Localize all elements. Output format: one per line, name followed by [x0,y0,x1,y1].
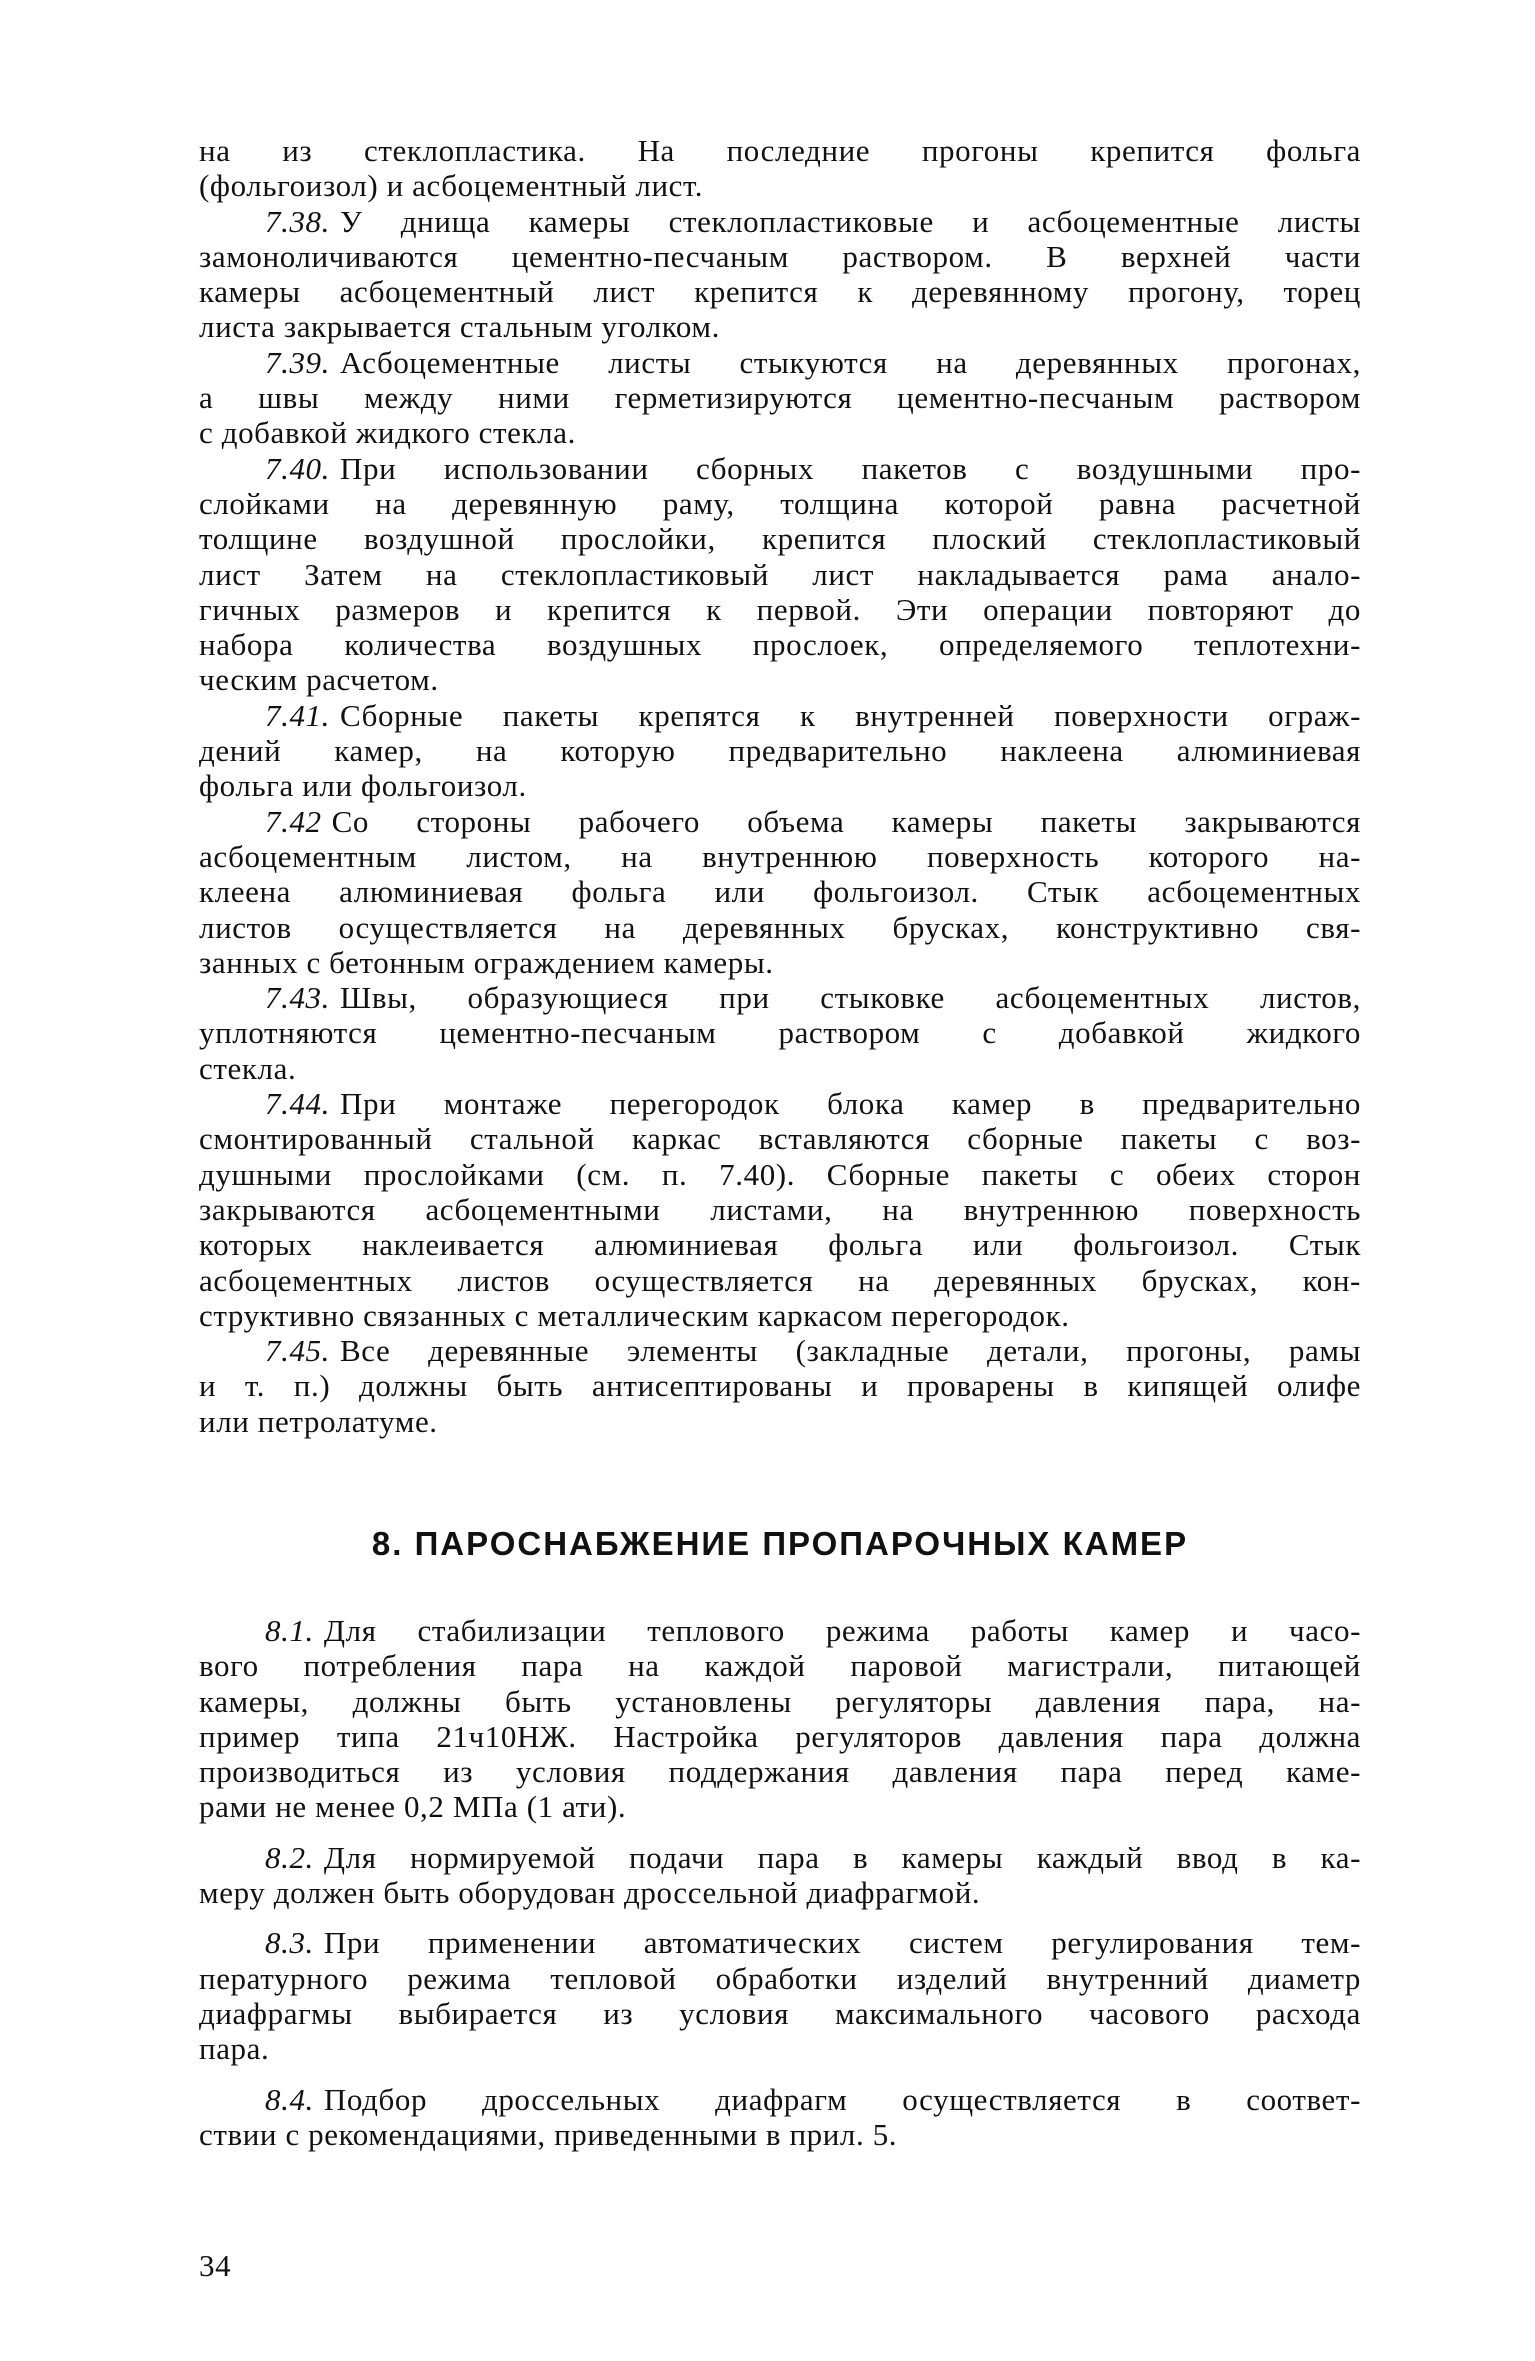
paragraph [199,1840,1361,1911]
line-text: асбоцементных листов осуществляется на деревянных брусках, кон- [199,1262,1361,1298]
text-line [199,239,1361,274]
line-text: замоноличиваются цементно-песчаным раствором. В верхней части [199,238,1361,274]
text-line [199,910,1361,945]
text-line [199,1015,1361,1050]
section-8-text [199,1613,1361,2167]
text-line [199,1684,1361,1719]
line-text: листов осуществляется на деревянных брусках, конструктивно свя- [199,909,1361,945]
line-text: дений камер, на которую предварительно наклеена алюминиевая [199,733,1361,769]
line-text: пример типа 21ч10НЖ. Настройка регуляторов давления пара должна [199,1718,1361,1754]
text-line [199,133,1361,168]
text-line [199,1875,1361,1910]
text-line [199,1333,1361,1368]
paragraph-number: 7.40. [265,450,330,486]
line-text: Швы, образующиеся при стыковке асбоцементных листов, [340,980,1361,1016]
text-line [199,945,1361,980]
line-text: а швы между ними герметизируются цементно-песчаным раствором [199,380,1361,416]
line-text: листа закрывается стальным уголком. [199,309,720,345]
line-text: асбоцементным листом, на внутреннюю поверхность которого на- [199,838,1361,874]
text-line [199,768,1361,803]
line-text: Для стабилизации теплового режима работы камер и часо- [323,1613,1361,1648]
text-line [199,804,1361,839]
line-text: слойками на деревянную раму, толщина которой равна расчетной [199,485,1361,521]
line-text: Сборные пакеты крепятся к внутренней поверхности ограж- [340,697,1361,733]
text-line [199,486,1361,521]
line-text: Асбоцементные листы стыкуются на деревянных прогонах, [340,344,1361,380]
text-line [199,168,1361,203]
line-text: стекла. [199,1050,297,1086]
section-8-heading: 8. ПАРОСНАБЖЕНИЕ ПРОПАРОЧНЫХ КАМЕР [371,1525,1189,1562]
line-text: ствии с рекомендациями, приведенными в прил. 5. [199,2116,898,2152]
text-line [199,345,1361,380]
line-text: При применении автоматических систем регулирования тем- [323,1925,1361,1961]
paragraph [199,133,1361,204]
paragraph [199,1086,1361,1333]
line-text: занных с бетонным ограждением камеры. [199,944,774,980]
paragraph-number: 7.44. [265,1086,330,1122]
text-line [199,1648,1361,1683]
text-line [199,274,1361,309]
line-text: набора количества воздушных прослоек, определяемого теплотехни- [199,627,1361,663]
paragraph-number: 7.38. [265,203,330,239]
line-text: которых наклеивается алюминиевая фольга или фольгоизол. Стык [199,1227,1361,1263]
line-text: камеры асбоцементный лист крепится к деревянному прогону, торец [199,274,1361,310]
text-line [199,1298,1361,1333]
text-line [199,1086,1361,1121]
line-text: При использовании сборных пакетов с воздушными про- [340,450,1361,486]
line-text: закрываются асбоцементными листами, на внутреннюю поверхность [199,1191,1361,1227]
text-line [199,1996,1361,2031]
line-text: камеры, должны быть установлены регуляторы давления пара, на- [199,1683,1361,1719]
line-text: уплотняются цементно-песчаным раствором с добавкой жидкого [199,1015,1361,1051]
line-text: душными прослойками (см. п. 7.40). Сборные пакеты с обеих сторон [199,1156,1361,1192]
paragraph-number: 7.43. [265,980,330,1016]
text-line [199,1227,1361,1262]
line-text: и т. п.) должны быть антисептированы и проварены в кипящей олифе [199,1368,1361,1404]
paragraph [199,1613,1361,1825]
paragraph [199,1925,1361,2066]
line-text: структивно связанных с металлическим каркасом перегородок. [199,1297,1070,1333]
text-line [199,698,1361,733]
text-line [199,662,1361,697]
text-line [199,415,1361,450]
line-text: Со стороны рабочего объема камеры пакеты закрываются [331,803,1361,839]
line-text: диафрагмы выбирается из условия максимального часового расхода [199,1995,1361,2031]
paragraph [199,698,1361,804]
text-line [199,2117,1361,2152]
paragraph-number: 7.42 [265,803,322,839]
line-text: При монтаже перегородок блока камер в предварительно [340,1086,1361,1122]
paragraph-number: 8.2. [265,1839,314,1875]
text-line [199,1840,1361,1875]
text-line [199,627,1361,662]
text-line [199,839,1361,874]
line-text: У днища камеры стеклопластиковые и асбоцементные листы [340,203,1361,239]
line-text: толщине воздушной прослойки, крепится плоский стеклопластиковый [199,521,1361,557]
text-line [199,1404,1361,1439]
text-line [199,2082,1361,2117]
text-line [199,557,1361,592]
text-line [199,1961,1361,1996]
text-line [199,1121,1361,1156]
text-line [199,874,1361,909]
text-line [199,309,1361,344]
paragraph [199,980,1361,1086]
line-text: с добавкой жидкого стекла. [199,415,576,451]
line-text: производиться из условия поддержания давления пара перед каме- [199,1754,1361,1790]
line-text: Все деревянные элементы (закладные детали, прогоны, рамы [340,1333,1361,1369]
line-text: пературного режима тепловой обработки изделий внутренний диаметр [199,1960,1361,1996]
text-line [199,733,1361,768]
text-line [199,1051,1361,1086]
paragraph [199,1333,1361,1439]
line-text: меру должен быть оборудован дроссельной диафрагмой. [199,1875,981,1911]
line-text: клеена алюминиевая фольга или фольгоизол. Стык асбоцементных [199,874,1361,910]
text-line [199,592,1361,627]
text-line [199,1157,1361,1192]
text-line [199,204,1361,239]
text-line [199,1789,1361,1824]
paragraph-number: 8.1. [265,1613,314,1648]
paragraph-number: 7.39. [265,344,330,380]
line-text: смонтированный стальной каркас вставляются сборные пакеты с воз- [199,1121,1361,1157]
text-line [199,1192,1361,1227]
text-line [199,980,1361,1015]
line-text: вого потребления пара на каждой паровой магистрали, питающей [199,1648,1361,1684]
paragraph-number: 8.3. [265,1925,314,1961]
text-line [199,1368,1361,1403]
paragraph-number: 7.45. [265,1333,330,1369]
text-line [199,1754,1361,1789]
paragraph-number: 7.41. [265,697,330,733]
line-text: рами не менее 0,2 МПа (1 ати). [199,1789,627,1825]
paragraph [199,204,1361,345]
line-text: гичных размеров и крепится к первой. Эти операции повторяют до [199,591,1361,627]
text-line [199,380,1361,415]
line-text: Подбор дроссельных диафрагм осуществляется в соответ- [323,2081,1361,2117]
page-number: 34 [199,2248,232,2283]
line-text: пара. [199,2031,270,2067]
section-7-text [199,133,1361,1439]
line-text: ческим расчетом. [199,662,439,698]
paragraph-number: 8.4. [265,2081,314,2117]
line-text: на из стеклопластика. На последние прогоны крепится фольга [199,133,1361,168]
text-line [199,2031,1361,2066]
text-line [199,1925,1361,1960]
line-text: (фольгоизол) и асбоцементный лист. [199,168,704,204]
text-line [199,1263,1361,1298]
text-line [199,1719,1361,1754]
text-line [199,451,1361,486]
line-text: или петролатуме. [199,1403,438,1439]
paragraph [199,804,1361,980]
line-text: Для нормируемой подачи пара в камеры каждый ввод в ка- [323,1839,1361,1875]
line-text: фольга или фольгоизол. [199,768,527,804]
paragraph [199,2082,1361,2153]
line-text: лист Затем на стеклопластиковый лист накладывается рама анало- [199,556,1361,592]
paragraph [199,345,1361,451]
paragraph [199,451,1361,698]
text-line [199,1613,1361,1648]
text-line [199,521,1361,556]
